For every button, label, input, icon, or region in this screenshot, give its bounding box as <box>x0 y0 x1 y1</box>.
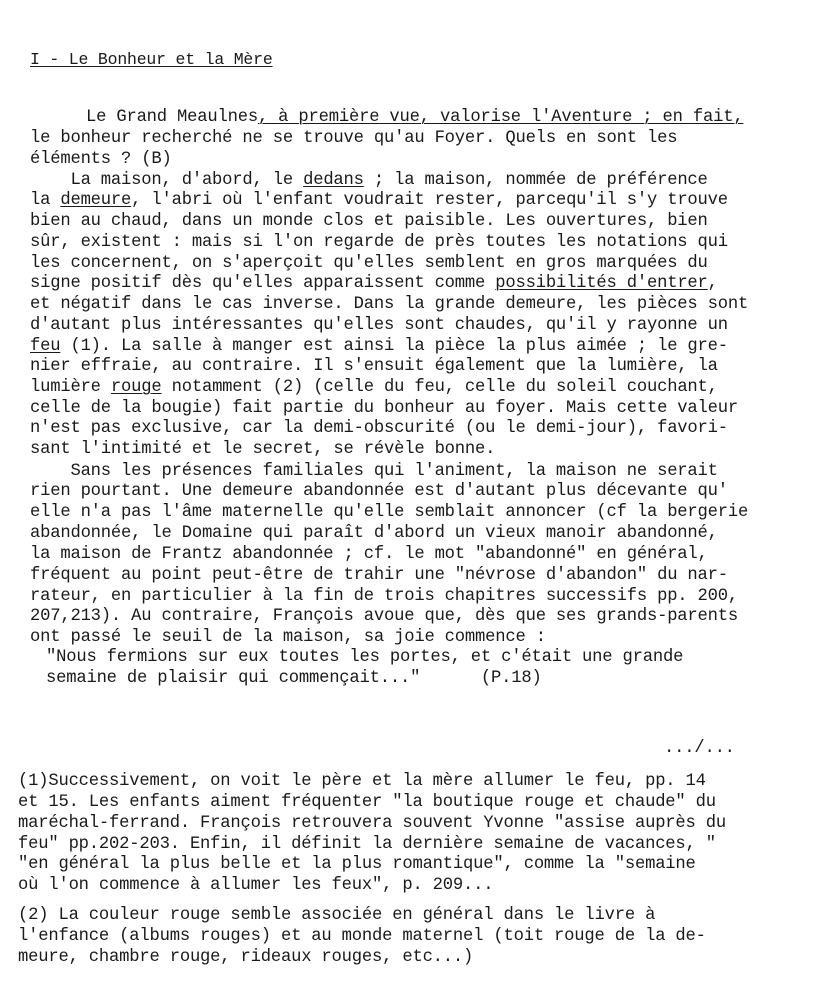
text-run: , l'abri où l'enfant voudrait rester, parcequ'il s'y trouve <box>131 191 728 210</box>
body-line <box>30 357 718 377</box>
footnote-line: feu" pp.202-203. Enfin, il définit la dernière semaine de vacances, " <box>18 835 716 854</box>
body-line <box>30 191 728 211</box>
text-run: La maison, d'abord, le <box>30 171 304 190</box>
body-line <box>30 399 738 419</box>
text-run: la maison de Frantz abandonnée ; cf. le mot "abandonné" en général, <box>30 545 708 564</box>
text-run: éléments ? (B) <box>30 150 172 169</box>
text-run: fréquent au point peut-être de trahir une "névrose d'abandon" du nar- <box>30 566 728 585</box>
text-run: rateur, en particulier à la fin de trois chapitres successifs pp. 200, <box>30 587 738 606</box>
underlined-term: rouge <box>110 378 162 397</box>
body-line <box>30 524 718 544</box>
body-line <box>30 233 728 253</box>
text-run: Sans les présences familiales qui l'animent, la maison ne serait <box>30 462 718 481</box>
text-run: lumière <box>30 378 111 397</box>
section-title: I - Le Bonheur et la Mère <box>30 50 273 69</box>
body-line <box>30 150 172 170</box>
text-run: Le Grand Meaulnes <box>86 108 258 127</box>
footnote-line: où l'on commence à allumer les feux", p. 209... <box>18 876 494 895</box>
footnote-line: meure, chambre rouge, rideaux rouges, etc...) <box>18 948 474 967</box>
text-run: , <box>707 274 718 293</box>
text-run: la <box>30 191 61 210</box>
body-line <box>30 566 728 586</box>
text-run: bien au chaud, dans un monde clos et paisible. Les ouvertures, bien <box>30 212 708 231</box>
text-run: ont passé le seuil de la maison, sa joie commence : <box>30 628 546 647</box>
footnote-line: (2) La couleur rouge semble associée en général dans le livre à <box>18 906 656 925</box>
body-line <box>30 607 738 627</box>
footnote-line: l'enfance (albums rouges) et au monde maternel (toit rouge de la de- <box>18 927 706 946</box>
body-line <box>30 378 718 398</box>
underlined-term: possibilités d'entrer <box>495 274 708 293</box>
text-run: semaine de plaisir qui commençait..." (P.18) <box>46 669 542 688</box>
body-line <box>30 129 677 149</box>
text-run: les concernent, on s'aperçoit qu'elles semblent en gros marquées du <box>30 254 708 273</box>
underlined-term: dedans <box>303 171 364 190</box>
text-run: signe positif dès qu'elles apparaissent comme <box>30 274 496 293</box>
body-line <box>30 587 738 607</box>
underlined-term: , à première vue, valorise l'Aventure ; en fait, <box>257 108 744 127</box>
footnote-line: "en général la plus belle et la plus romantique", comme la "semaine <box>18 855 696 874</box>
body-line <box>30 440 495 460</box>
body-line <box>30 337 728 357</box>
text-run: (1). La salle à manger est ainsi la pièce la plus aimée ; le gre- <box>60 337 728 356</box>
body-line <box>86 108 743 128</box>
text-run: ; la maison, nommée de préférence <box>363 171 708 190</box>
text-run: nier effraie, au contraire. Il s'ensuit également que la lumière, la <box>30 357 718 376</box>
text-run: le bonheur recherché ne se trouve qu'au Foyer. Quels en sont les <box>30 129 678 148</box>
body-line <box>30 503 748 523</box>
text-run: d'autant plus intéressantes qu'elles sont chaudes, qu'il y rayonne un <box>30 316 728 335</box>
body-line <box>30 462 718 482</box>
text-run: notamment (2) (celle du feu, celle du soleil couchant, <box>161 378 718 397</box>
body-line <box>30 171 708 191</box>
body-line <box>30 254 708 274</box>
text-run: abandonnée, le Domaine qui paraît d'abord un vieux manoir abandonné, <box>30 524 718 543</box>
body-line <box>30 482 728 502</box>
text-run: sant l'intimité et le secret, se révèle bonne. <box>30 440 496 459</box>
text-run: sûr, existent : mais si l'on regarde de près toutes les notations qui <box>30 233 728 252</box>
text-run: n'est pas exclusive, car la demi-obscurité (ou le demi-jour), favori- <box>30 419 728 438</box>
text-run: "Nous fermions sur eux toutes les portes, et c'était une grande <box>46 648 684 667</box>
continuation-marker: .../... <box>664 739 735 758</box>
body-line <box>46 648 683 668</box>
body-line <box>30 212 708 232</box>
underlined-term: feu <box>30 337 61 356</box>
text-run: rien pourtant. Une demeure abandonnée est d'autant plus décevante qu' <box>30 482 728 501</box>
footnote-line: (1)Successivement, on voit le père et la mère allumer le feu, pp. 14 <box>18 772 706 791</box>
body-line <box>30 545 708 565</box>
body-line <box>30 628 546 648</box>
body-line <box>46 669 542 689</box>
text-run: et négatif dans le cas inverse. Dans la grande demeure, les pièces sont <box>30 295 749 314</box>
footnote-line: et 15. Les enfants aiment fréquenter "la boutique rouge et chaude" du <box>18 793 716 812</box>
footnote-line: maréchal-ferrand. François retrouvera souvent Yvonne "assise auprès du <box>18 814 726 833</box>
text-run: celle de la bougie) fait partie du bonheur au foyer. Mais cette valeur <box>30 399 738 418</box>
text-run: 207,213). Au contraire, François avoue que, dès que ses grands-parents <box>30 607 738 626</box>
body-line <box>30 419 728 439</box>
body-line <box>30 316 728 336</box>
body-line <box>30 274 718 294</box>
body-line <box>30 295 748 315</box>
underlined-term: demeure <box>60 191 132 210</box>
text-run: elle n'a pas l'âme maternelle qu'elle semblait annoncer (cf la bergerie <box>30 503 749 522</box>
